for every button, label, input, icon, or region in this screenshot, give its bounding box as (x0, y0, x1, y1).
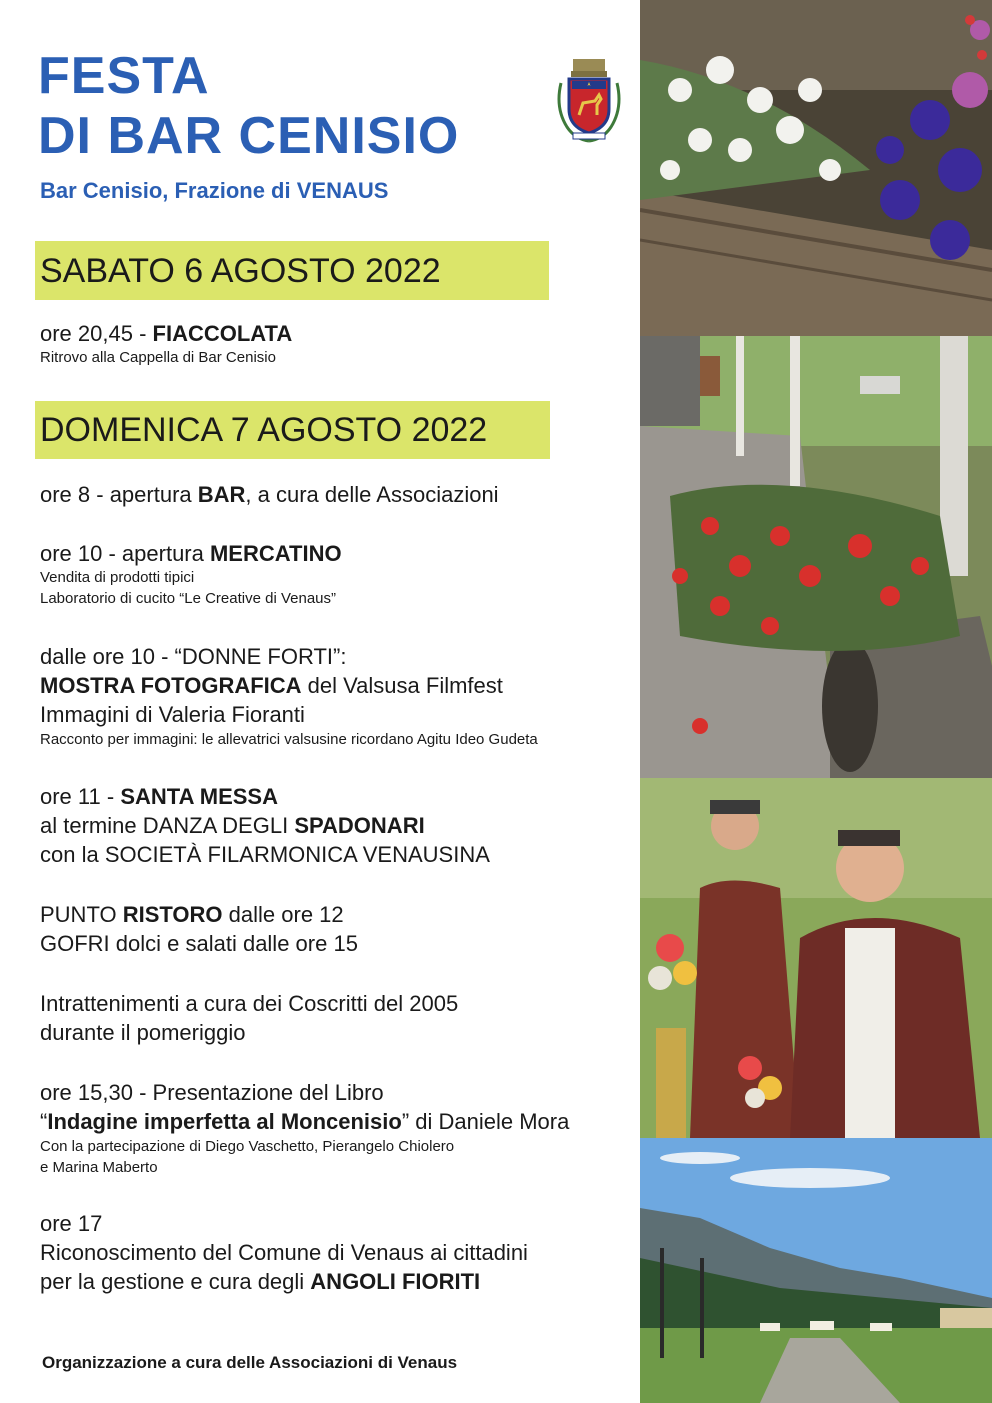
libro-line-2: “Indagine imperfetta al Moncenisio” di Daniele Mora (40, 1109, 570, 1134)
messa-line-2: al termine DANZA DEGLI SPADONARI (40, 813, 425, 838)
libro-note-2: e Marina Maberto (40, 1159, 158, 1176)
fiaccolata-event: ore 20,45 - FIACCOLATA (40, 321, 293, 346)
mostra-line-3: Immagini di Valeria Fioranti (40, 702, 305, 727)
sunday-date-band: DOMENICA 7 AGOSTO 2022 (35, 401, 550, 459)
saturday-date-band: SABATO 6 AGOSTO 2022 (35, 241, 549, 300)
mostra-line-2: MOSTRA FOTOGRAFICA del Valsusa Filmfest (40, 673, 503, 698)
venaus-coat-of-arms-icon (553, 53, 625, 145)
messa-line-3: con la SOCIETÀ FILARMONICA VENAUSINA (40, 842, 490, 867)
mercatino-note-2: Laboratorio di cucito “Le Creative di Venaus” (40, 590, 337, 607)
intrattenimenti-line-1: Intrattenimenti a cura dei Coscritti del 2005 (40, 991, 459, 1016)
intrattenimenti-line-2: durante il pomeriggio (40, 1020, 246, 1045)
ristoro-line-1: PUNTO RISTORO dalle ore 12 (40, 902, 344, 927)
messa-line-1: ore 11 - SANTA MESSA (40, 784, 278, 809)
mostra-line-1: dalle ore 10 - “DONNE FORTI”: (40, 644, 347, 669)
mostra-note: Racconto per immagini: le allevatrici valsusine ricordano Agitu Ideo Gudeta (40, 731, 538, 748)
photo-mountain-meadow (640, 1138, 992, 1403)
page-subtitle: Bar Cenisio, Frazione di VENAUS (40, 178, 389, 203)
bar-event: ore 8 - apertura BAR, a cura delle Associazioni (40, 482, 499, 507)
fiaccolata-note: Ritrovo alla Cappella di Bar Cenisio (40, 349, 276, 366)
mercatino-event: ore 10 - apertura MERCATINO (40, 541, 342, 566)
angoli-line-2: Riconoscimento del Comune di Venaus ai cittadini (40, 1240, 528, 1265)
photo-spadonari-dancers (640, 778, 992, 1138)
page-title-line2: DI BAR CENISIO (38, 107, 460, 165)
mercatino-note-1: Vendita di prodotti tipici (40, 569, 195, 586)
photo-edelweiss-flowers (640, 0, 992, 336)
angoli-line-3: per la gestione e cura degli ANGOLI FIORITI (40, 1269, 481, 1294)
ristoro-line-2: GOFRI dolci e salati dalle ore 15 (40, 931, 358, 956)
angoli-line-1: ore 17 (40, 1211, 103, 1236)
libro-line-1: ore 15,30 - Presentazione del Libro (40, 1080, 384, 1105)
libro-note-1: Con la partecipazione di Diego Vaschetto, Pierangelo Chiolero (40, 1138, 455, 1155)
footer-organizers: Organizzazione a cura delle Associazioni di Venaus (42, 1353, 458, 1372)
page-title-line1: FESTA (38, 47, 210, 105)
photo-red-geraniums-garden (640, 336, 992, 778)
